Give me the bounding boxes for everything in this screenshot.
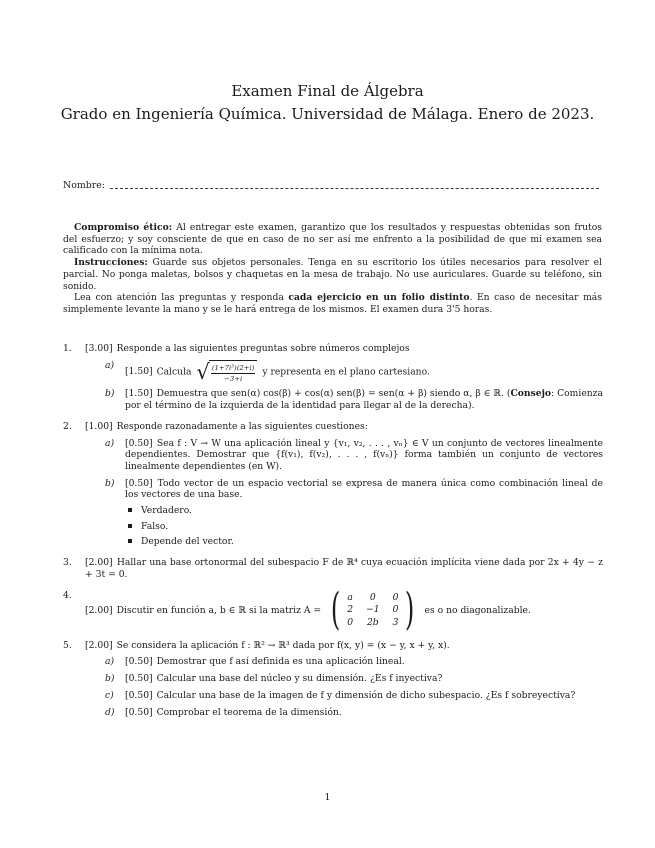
- question-2-number: 2.: [63, 420, 72, 432]
- instructions-paragraph: [63, 257, 602, 292]
- question-2a: a) [0.50] Sea f : V → W una aplicación lineal y {v₁, v₂, . . . , vₙ} ∈ V un conjunto de vectores linealmente dependientes. Demostrar que {f(v₁), f(v₂), . . . , f(vₙ)} forma también un conjunto de vectores linealmente dependientes (en W).: [105, 437, 603, 472]
- attention-post: . En caso de necesitar más simplemente levante la mano y se le hará entrega de los mismos. El examen dura 3'5 horas.: [63, 292, 602, 315]
- matrix-A: [327, 584, 419, 636]
- question-2b: b) [0.50] Todo vector de un espacio vectorial se expresa de manera única como combinación lineal de los vectores de una base. Verdadero. Falso. Depende del vector.: [105, 477, 603, 548]
- question-2a-label: a): [105, 437, 115, 449]
- name-label: Nombre:: [63, 180, 105, 191]
- question-1b-label: b): [105, 388, 115, 400]
- question-5b: b) [0.50] Calcular una base del núcleo y su dimensión. ¿Es f inyectiva?: [105, 673, 443, 685]
- question-1-number: 1.: [63, 343, 72, 354]
- exam-title: Examen Final de Álgebra: [231, 82, 424, 100]
- question-2b-label: b): [105, 477, 115, 489]
- name-row: [63, 180, 599, 191]
- instructions-text: Guarde sus objetos personales. Tenga en su escritorio los útiles necesarios para resolver el parcial. No ponga maletas, bolsos y chaquetas en la mesa de trabajo. No use auriculares. Guarde su teléfono, sin sonido.: [63, 257, 602, 292]
- bullet-square-icon: [128, 524, 132, 528]
- question-4: [63, 584, 603, 636]
- bullet-square-icon: [128, 508, 132, 512]
- questions-list: [63, 343, 603, 727]
- question-1a: a) [1.50] Calcula √ $\frac{\text{(1+7i⁵)(2+i)}}{-3+i}$ y representa en el plano cartesiano.: [105, 359, 430, 384]
- question-5c: c) [0.50] Calcular una base de la imagen de f y dimensión de dicho subespacio. ¿Es f sobreyectiva?: [105, 689, 576, 701]
- instructions-label: Instrucciones:: [74, 257, 148, 269]
- matrix-right-paren: ): [405, 584, 415, 636]
- matrix-cell: 2: [347, 604, 354, 616]
- question-5d: d) [0.50] Comprobar el teorema de la dimensión.: [105, 706, 342, 718]
- question-5: [63, 640, 603, 719]
- attention-pre: Lea con atención las preguntas y responda: [74, 292, 289, 304]
- fraction-numerator: (1+7i⁵)(2+i): [211, 364, 256, 375]
- question-4-number: 4.: [63, 589, 72, 601]
- ethics-label: Compromiso ético:: [74, 222, 173, 233]
- option-falso: Falso.: [128, 521, 603, 533]
- matrix-cell: 0: [347, 617, 354, 628]
- page-number: 1: [324, 792, 331, 803]
- question-1: [63, 343, 603, 412]
- question-5-number: 5.: [63, 639, 72, 651]
- question-3: [63, 557, 603, 580]
- question-1a-label: a): [105, 359, 115, 371]
- matrix-cell: 0: [392, 591, 399, 603]
- bullet-square-icon: [128, 539, 132, 543]
- consejo-bold: Consejo: [510, 388, 552, 400]
- question-1b: b) [1.50] Demuestra que sen(α) cos(β) + cos(α) sen(β) = sen(α + β) siendo α, β ∈ ℝ. (Consejo: Comienza por el término de la izquierda de la identidad para llegar al de la derecha).: [105, 388, 603, 412]
- fraction-denominator: −3+i: [224, 374, 243, 383]
- question-2-text: [1.00] Responde razonadamente a las siguientes cuestiones:: [85, 420, 368, 432]
- matrix-cell: 3: [392, 617, 399, 628]
- square-root-expression: [196, 360, 257, 384]
- attention-bold: cada ejercicio en un folio distinto: [288, 292, 470, 304]
- exam-subtitle: Grado en Ingeniería Química. Universidad de Málaga. Enero de 2023.: [60, 105, 595, 123]
- matrix-cell: a: [347, 591, 353, 603]
- question-5-text: [2.00] Se considera la aplicación f : ℝ² → ℝ³ dada por f(x, y) = (x − y, x + y, x).: [85, 639, 450, 651]
- matrix-cell: 0: [369, 591, 376, 603]
- matrix-left-paren: (: [330, 584, 341, 636]
- preamble: [63, 222, 602, 316]
- ethics-paragraph: [63, 222, 602, 257]
- radical-sign: √: [196, 359, 210, 384]
- option-verdadero: Verdadero.: [128, 505, 603, 517]
- name-fill-line: [110, 187, 599, 189]
- ethics-text: Al entregar este examen, garantizo que los resultados y respuestas obtenidas son frutos del esfuerzo; y soy consciente de que en caso de no ser así me enfrento a la posibilidad de que mi examen sea calificado con la mínima nota.: [63, 222, 602, 257]
- matrix-cell: 2b: [366, 617, 379, 628]
- question-1-text: [3.00] Responde a las siguientes preguntas sobre números complejos: [85, 343, 410, 354]
- question-3-text: [2.00] Hallar una base ortonormal del subespacio F de ℝ⁴ cuya ecuación implícita viene dada por 2x + 4y − z + 3t = 0.: [85, 557, 603, 580]
- matrix-cell: 0: [392, 604, 399, 616]
- question-2: [63, 421, 603, 548]
- question-3-number: 3.: [63, 557, 72, 569]
- question-5a: a) [0.50] Demostrar que f así definida es una aplicación lineal.: [105, 656, 405, 668]
- question-4-text: [2.00] Discutir en función a, b ∈ ℝ si la matriz A = ( a 0 0 2 −1 0 0 2b 3 ) es o no diagonalizable.: [85, 584, 531, 636]
- answer-options: [128, 505, 603, 548]
- exam-header: [0, 80, 655, 126]
- option-depende: Depende del vector.: [128, 536, 603, 548]
- attention-paragraph: [63, 292, 602, 315]
- matrix-cell: −1: [366, 604, 380, 616]
